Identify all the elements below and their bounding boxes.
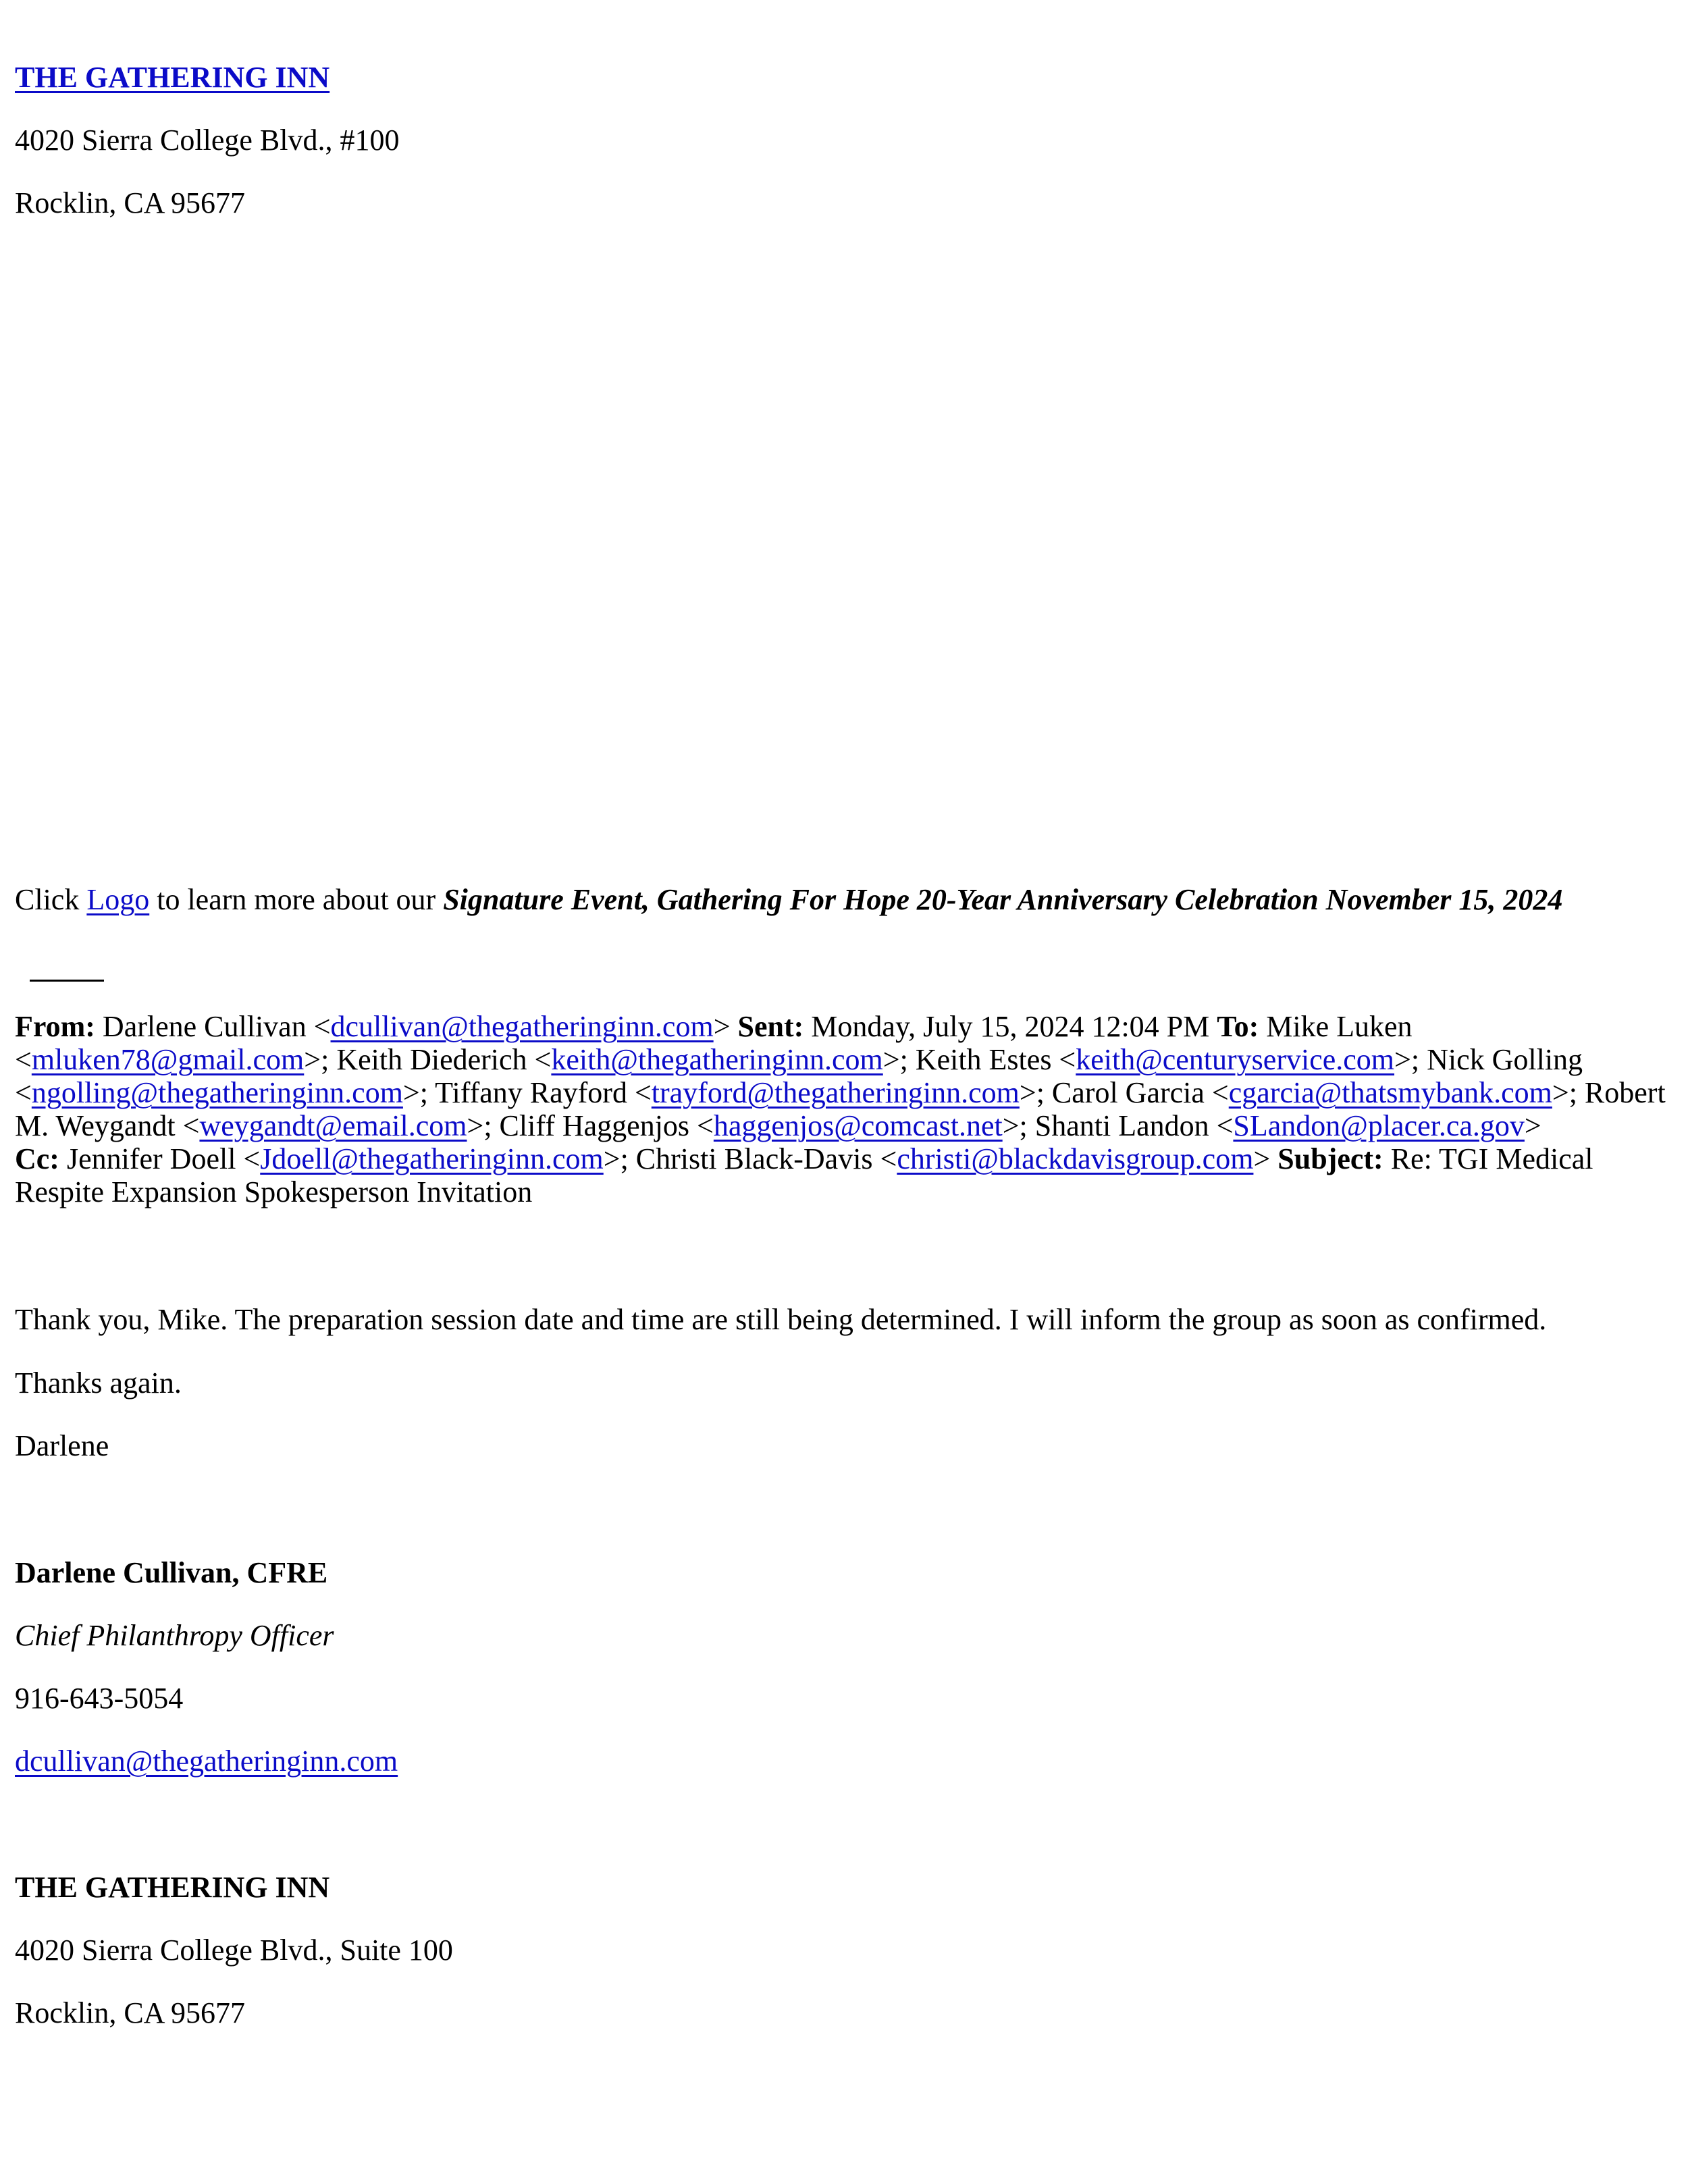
signature-name: Darlene Cullivan, CFRE	[15, 1556, 328, 1589]
to-1-email-link[interactable]: mluken78@gmail.com	[31, 1043, 305, 1076]
to-3-email-link[interactable]: keith@centuryservice.com	[1076, 1043, 1395, 1076]
to-5-email-link[interactable]: trayford@thegatheringinn.com	[651, 1076, 1020, 1109]
signature-address-line1: 4020 Sierra College Blvd., Suite 100	[15, 1934, 453, 1967]
from-label: From:	[15, 1010, 95, 1043]
logo-link[interactable]: Logo	[86, 883, 150, 916]
sent-label: Sent:	[737, 1010, 804, 1043]
cc-2-name: >; Christi Black-Davis <	[603, 1142, 897, 1175]
to-label: To:	[1217, 1010, 1259, 1043]
signature-email-row	[15, 1744, 398, 1778]
body-paragraph-3: Darlene	[15, 1429, 109, 1462]
to-1-name: Mike Luken	[1259, 1010, 1413, 1043]
quoted-cc-line	[15, 1142, 1593, 1176]
subject-value-1: Re: TGI Medical	[1383, 1142, 1593, 1175]
quoted-subject-line-2: Respite Expansion Spokesperson Invitation	[15, 1175, 533, 1208]
cc-2-email-link[interactable]: christi@blackdavisgroup.com	[897, 1142, 1254, 1175]
body-paragraph-1: Thank you, Mike. The preparation session date and time are still being determined. I will inform the group as soon as confirmed.	[15, 1303, 1547, 1336]
quoted-to-line-3	[15, 1076, 1666, 1110]
header-org	[15, 61, 329, 95]
to-9-name: >; Shanti Landon <	[1002, 1109, 1234, 1142]
quoted-to-line-2	[15, 1043, 1583, 1077]
from-close: >	[713, 1010, 738, 1043]
to-8-email-link[interactable]: haggenjos@comcast.net	[713, 1109, 1003, 1142]
header-address-line1: 4020 Sierra College Blvd., #100	[15, 124, 400, 157]
signature-org: THE GATHERING INN	[15, 1871, 330, 1904]
promo-prefix: Click	[15, 883, 87, 916]
to-8-name: >; Cliff Haggenjos <	[467, 1109, 714, 1142]
to-4-email-link[interactable]: ngolling@thegatheringinn.com	[31, 1076, 403, 1109]
cc-1-name: Jennifer Doell <	[59, 1142, 261, 1175]
to-6-email-link[interactable]: cgarcia@thatsmybank.com	[1228, 1076, 1552, 1109]
cc-label: Cc:	[15, 1142, 59, 1175]
promo-line	[15, 883, 1562, 917]
to-9-email-link[interactable]: SLandon@placer.ca.gov	[1233, 1109, 1525, 1142]
to-2-email-link[interactable]: keith@thegatheringinn.com	[551, 1043, 883, 1076]
to-9-close: >	[1524, 1109, 1541, 1142]
signature-title: Chief Philanthropy Officer	[15, 1619, 334, 1652]
to-7-name: >; Robert	[1552, 1076, 1666, 1109]
from-name: Darlene Cullivan <	[95, 1010, 331, 1043]
to-4-open: <	[15, 1076, 32, 1109]
sent-value: Monday, July 15, 2024 12:04 PM	[803, 1010, 1217, 1043]
quoted-to-line-4	[15, 1109, 1541, 1143]
header-address-line2: Rocklin, CA 95677	[15, 186, 246, 219]
signature-address-line2: Rocklin, CA 95677	[15, 1996, 246, 2029]
separator-rule	[30, 980, 104, 982]
to-7-email-link[interactable]: weygandt@email.com	[199, 1109, 467, 1142]
promo-event: Signature Event, Gathering For Hope 20-Year Anniversary Celebration November 15, 2024	[443, 883, 1563, 916]
to-3-name: >; Keith Estes <	[882, 1043, 1076, 1076]
cc-1-email-link[interactable]: Jdoell@thegatheringinn.com	[260, 1142, 604, 1175]
subject-label: Subject:	[1277, 1142, 1383, 1175]
to-6-name: >; Carol Garcia <	[1019, 1076, 1229, 1109]
promo-middle: to learn more about our	[149, 883, 444, 916]
to-2-name: >; Keith Diederich <	[304, 1043, 552, 1076]
to-5-name: >; Tiffany Rayford <	[402, 1076, 652, 1109]
to-4-name: >; Nick Golling	[1394, 1043, 1583, 1076]
body-paragraph-2: Thanks again.	[15, 1366, 182, 1400]
to-7-name2: M. Weygandt <	[15, 1109, 200, 1142]
org-link[interactable]: THE GATHERING INN	[15, 61, 330, 94]
cc-2-close: >	[1253, 1142, 1278, 1175]
signature-phone: 916-643-5054	[15, 1682, 184, 1715]
signature-email-link[interactable]: dcullivan@thegatheringinn.com	[15, 1744, 398, 1778]
from-email-link[interactable]: dcullivan@thegatheringinn.com	[330, 1010, 714, 1043]
quoted-from-line	[15, 1010, 1413, 1044]
to-1-open: <	[15, 1043, 32, 1076]
